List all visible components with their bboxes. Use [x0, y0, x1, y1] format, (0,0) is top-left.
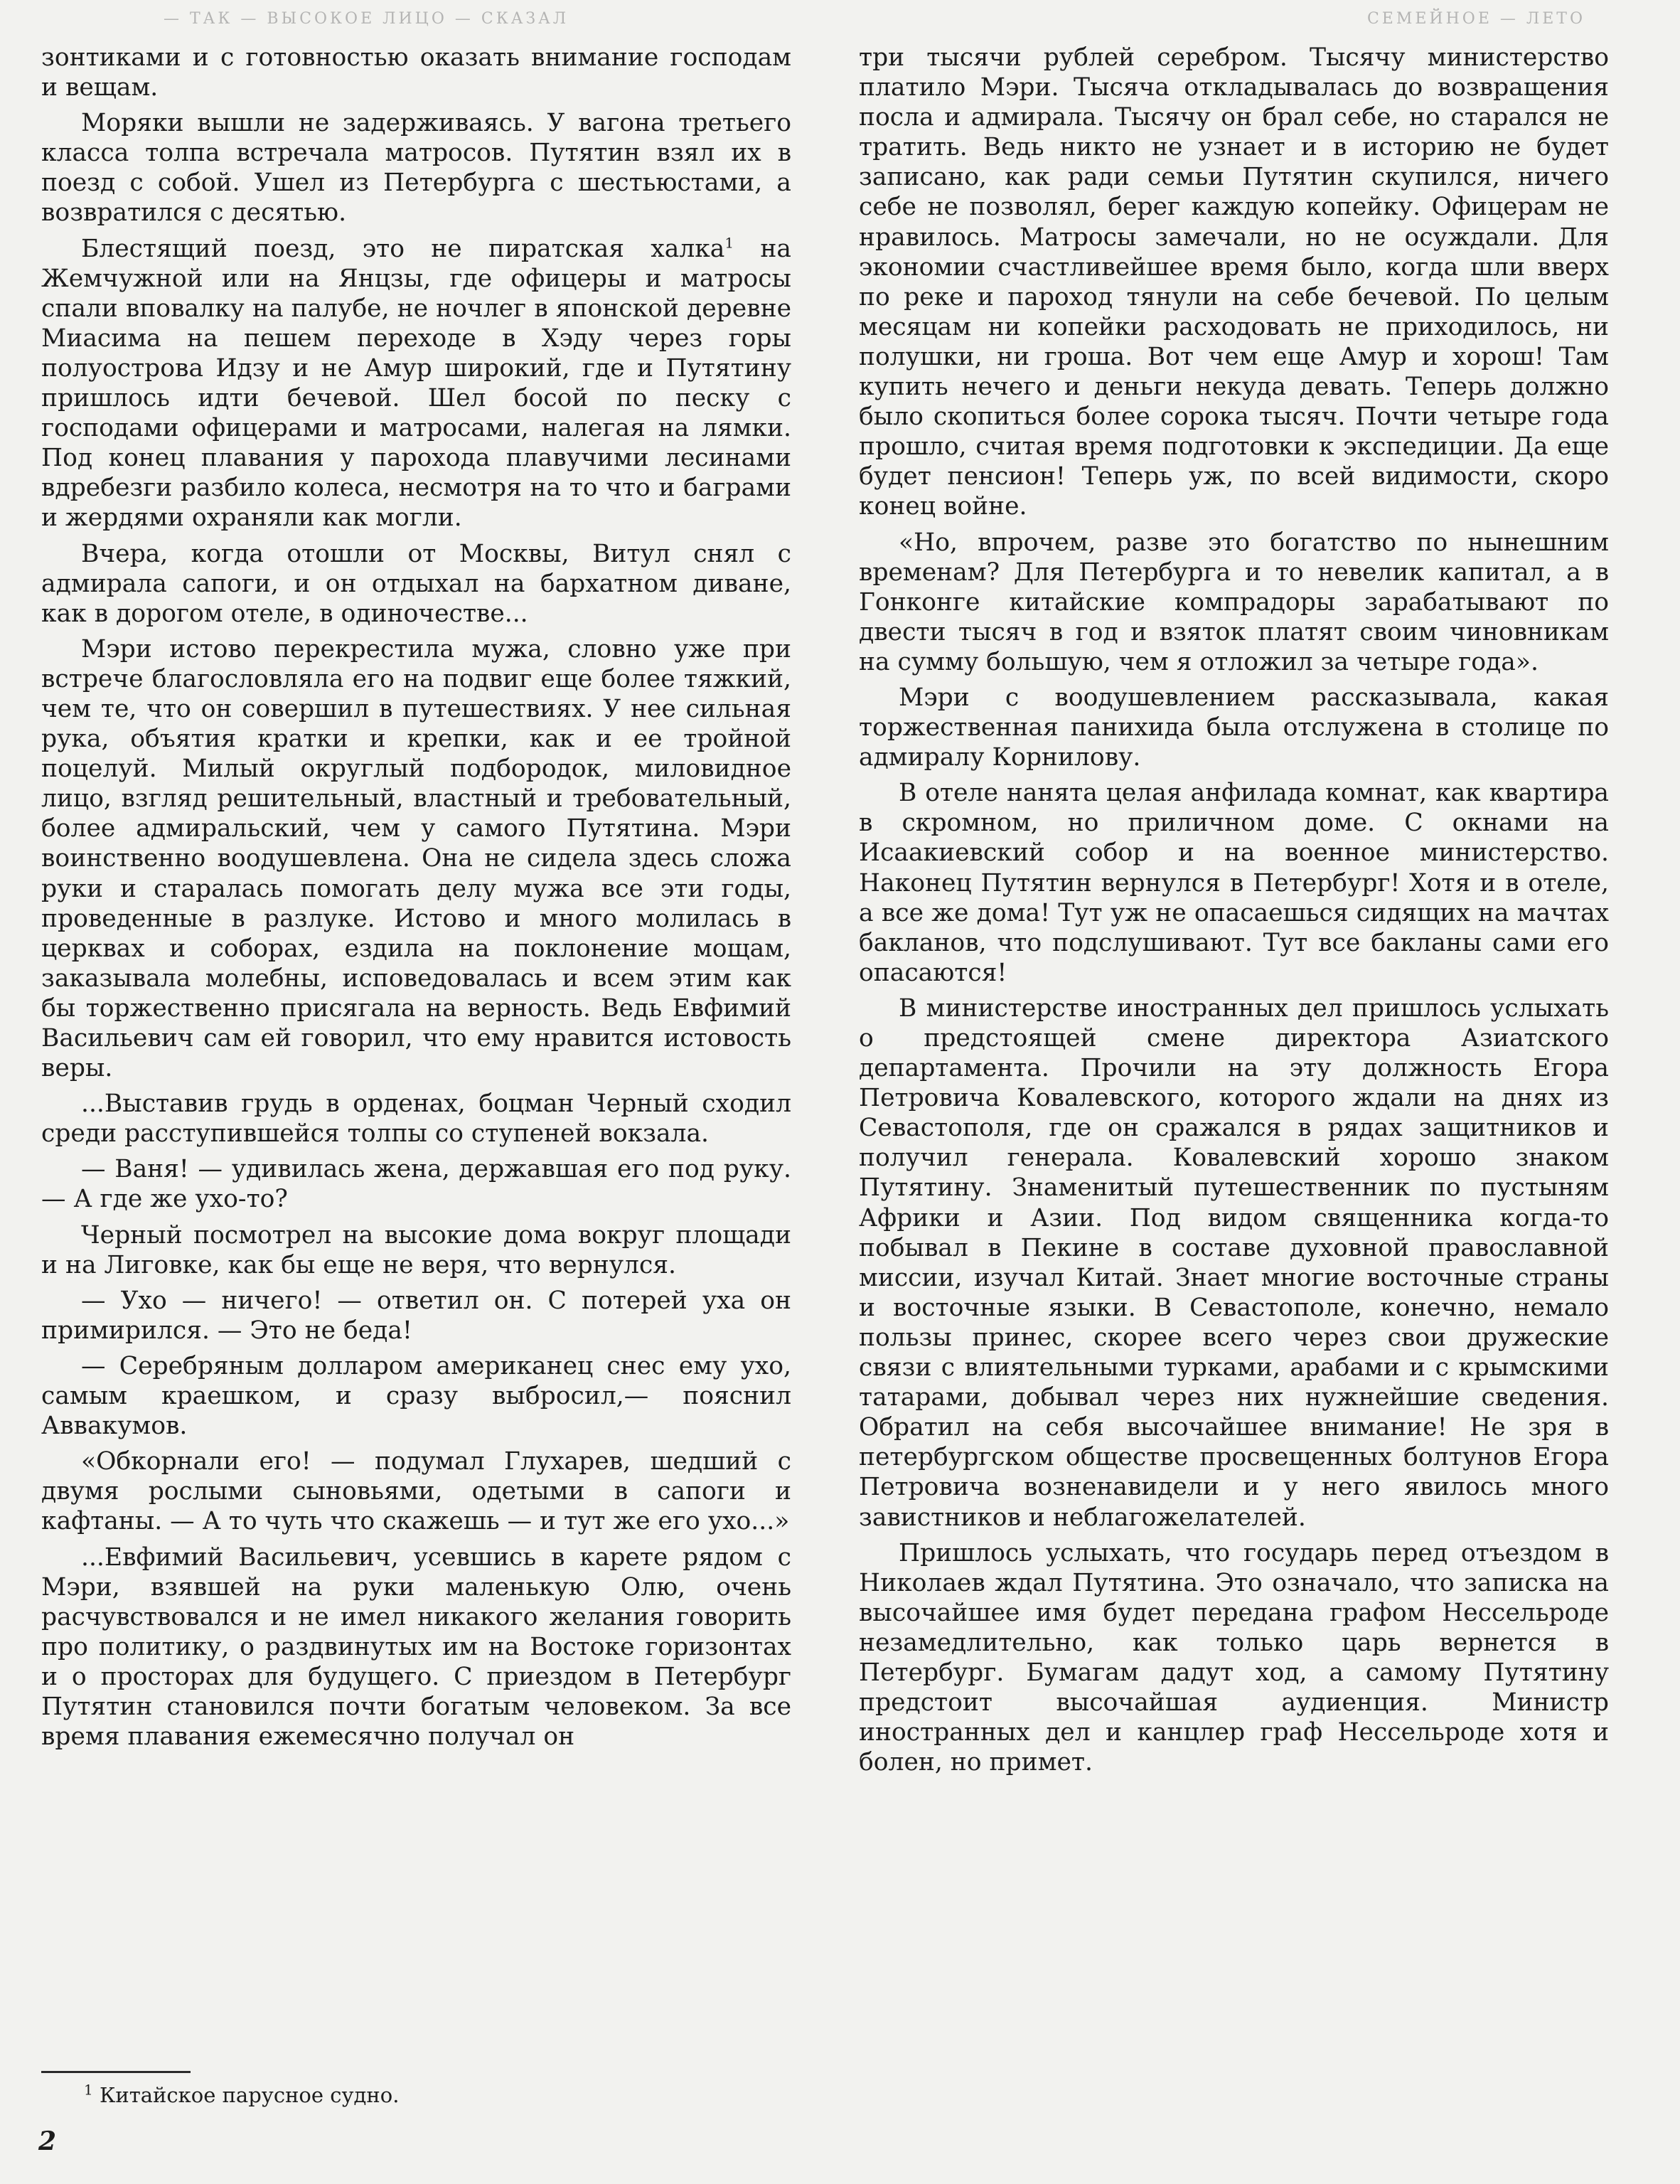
paragraph-text: Мэри истово перекрестила мужа, словно уже при встрече благословляла его на подвиг еще более тяжкий, чем те, что он совершил в путешествиях. У нее сильная рука, объятия кратки и крепки, как и ее тройной поцелуй. Милый округлый подбородок, миловидное лицо, взгляд решительный, властный и требовательный, более адмиральский, чем у самого Путятина. Мэри воинственно воодушевлена. Она не сидела здесь сложа руки и старалась помогать делу мужа все эти годы, проведенные в разлуке. Истово и много молилась в церквах и соборах, ездила на поклонение мощам, заказывала молебны, исповедовалась и всем этим как бы торжественно присягала на верность. Ведь Евфимий Васильевич сам ей говорил, что ему нравится истовость веры.: [41, 634, 791, 1083]
paragraph: [41, 1154, 791, 1214]
paragraph-text: ...Евфимий Васильевич, усевшись в карете рядом с Мэри, взявшей на руки маленькую Олю, очень расчувствовался и не имел никакого желания говорить про политику, о раздвинутых им на Востоке горизонтах и о просторах для будущего. С приездом в Петербург Путятин становился почти богатым человеком. За все время плавания ежемесячно получал он: [41, 1543, 791, 1752]
paragraph-text: зонтиками и с готовностью оказать внимание господам и вещам.: [41, 43, 791, 102]
footnote-ref: 1: [724, 234, 734, 252]
paragraph: [859, 778, 1609, 988]
paragraph: [41, 108, 791, 228]
paragraph-text: ...Выставив грудь в орденах, боцман Черный сходил среди расступившейся толпы со ступеней вокзала.: [41, 1090, 791, 1149]
paragraph-text: Блестящий поезд, это не пиратская халка: [81, 234, 725, 263]
paragraph: [859, 528, 1609, 677]
paragraph: [41, 634, 791, 1083]
paragraph-text: В министерстве иностранных дел пришлось услыхать о предстоящей смене директора Азиатского департамента. Прочили на эту должность Егора Петровича Ковалевского, которого ждали на днях из Севастополя, где он сражался в рядах защитников и получил генерала. Ковалевский хорошо знаком Путятину. Знаменитый путешественник по пустыням Африки и Азии. Под видом священника когда-то побывал в Пекине в составе духовной православной миссии, изучал Китай. Знает многие восточные страны и восточные языки. В Севастополе, конечно, немало пользы принес, скорее всего через свои дружеские связи с влиятельными турками, арабами и с крымскими татарами, добывал через них нужнейшие сведения. Обратил на себя высочайшее внимание! Не зря в петербургском обществе просвещенных болтунов Егора Петровича возненавидели и у него явилось много завистников и неблагожелателей.: [859, 994, 1609, 1532]
paragraph-text: Пришлось услыхать, что государь перед отъездом в Николаев ждал Путятина. Это означало, что записка на высочайшее имя будет передана графом Нессельроде незамедлительно, как только царь вернется в Петербург. Бумагам дадут ход, а самому Путятину предстоит высочайшая аудиенция. Министр иностранных дел и канцлер граф Нессельроде хотя и болен, но примет.: [859, 1538, 1609, 1777]
paragraph-text: Мэри с воодушевлением рассказывала, какая торжественная панихида была отслужена в столице по адмиралу Корнилову.: [859, 683, 1609, 772]
paragraph-text: три тысячи рублей серебром. Тысячу министерство платило Мэри. Тысяча откладывалась до возвращения посла и адмирала. Тысячу он брал себе, но старался не тратить. Ведь никто не узнает и в историю не будет записано, как ради семьи Путятин скупился, ничего себе не позволял, берег каждую копейку. Офицерам не нравилось. Матросы замечали, но не осуждали. Для экономии счастливейшее время было, когда шли вверх по реке и пароход тянули на себе бечевой. По целым месяцам ни копейки расходовать не приходилось, ни полушки, ни гроша. Вот чем еще Амур и хорош! Там купить нечего и деньги некуда девать. Теперь должно было скопиться более сорока тысяч. Почти четыре года прошло, считая время подготовки к экспедиции. Да еще будет пенсион! Теперь уж, по всей видимости, скоро конец войне.: [859, 43, 1609, 521]
paragraph: [41, 43, 791, 102]
footnote-divider: [41, 2071, 191, 2073]
paragraph: [859, 43, 1609, 522]
paragraph-text: «Но, впрочем, разве это богатство по нынешним временам? Для Петербурга и то невелик капитал, а в Гонконге китайские компрадоры зарабатывают по двести тысяч в год и взяток платят своим чиновникам на сумму большую, чем я отложил за четыре года».: [859, 528, 1609, 676]
paragraph-text: Моряки вышли не задерживаясь. У вагона третьего класса толпа встречала матросов. Путятин взял их в поезд с собой. Ушел из Петербурга с шестьюстами, а возвратился с десятью.: [41, 109, 791, 228]
footnote-marker: 1: [84, 2081, 93, 2099]
paragraph-text: В отеле нанята целая анфилада комнат, как квартира в скромном, но приличном доме. С окнами на Исаакиевский собор и на военное министерство. Наконец Путятин вернулся в Петербург! Хотя и в отеле, а все же дома! Тут уж не опасаешься сидящих на мачтах бакланов, что подслушивают. Тут все бакланы сами его опасаются!: [859, 779, 1609, 987]
paragraph-text: — Серебряным долларом американец снес ему ухо, самым краешком, и сразу выбросил,— пояснил Аввакумов.: [41, 1351, 791, 1441]
paragraph: [41, 1089, 791, 1149]
paragraph: [859, 994, 1609, 1533]
paragraph-text: — Ухо — ничего! — ответил он. С потерей уха он примирился. — Это не беда!: [41, 1286, 791, 1345]
footnote-text: Китайское парусное судно.: [99, 2083, 400, 2107]
paragraph: [859, 1538, 1609, 1778]
paragraph: [859, 683, 1609, 772]
right-column: [859, 43, 1609, 1783]
paragraph-text: Черный посмотрел на высокие дома вокруг площади и на Лиговке, как бы еще не веря, что вернулся.: [41, 1220, 791, 1279]
paragraph: [41, 1286, 791, 1346]
paragraph: [41, 1447, 791, 1536]
running-header-right: СЕМЕЙНОЕ — ЛЕТО: [1366, 10, 1585, 28]
paragraph: [41, 234, 791, 533]
paragraph: [41, 1351, 791, 1441]
paragraph: [41, 1220, 791, 1280]
paragraph-text: Вчера, когда отошли от Москвы, Витул снял с адмирала сапоги, и он отдыхал на бархатном диване, как в дорогом отеле, в одиночестве...: [41, 539, 791, 628]
footnote: [84, 2082, 399, 2108]
page-number: 2: [38, 2126, 57, 2156]
paragraph-text: на Жемчужной или на Янцзы, где офицеры и матросы спали вповалку на палубе, не ночлег в японской деревне Миасима на пешем переходе в Хэду через горы полуострова Идзу и не Амур широкий, где и Путятину пришлось идти бечевой. Шел босой по песку с господами офицерами и матросами, налегая на лямки. Под конец плавания у парохода плавучими лесинами вдребезги разбило колеса, несмотря на то что и баграми и жердями охраняли как могли.: [41, 234, 791, 533]
running-header: [164, 10, 1585, 27]
paragraph-text: — Ваня! — удивилась жена, державшая его под руку. — А где же ухо-то?: [41, 1155, 791, 1214]
left-column: [41, 43, 791, 1757]
running-header-left: — ТАК — ВЫСОКОЕ ЛИЦО — СКАЗАЛ: [164, 10, 569, 28]
paragraph: [41, 539, 791, 629]
paragraph-text: «Обкорнали его! — подумал Глухарев, шедший с двумя рослыми сыновьями, одетыми в сапоги и кафтаны. — А то чуть что скажешь — и тут же его ухо...»: [41, 1447, 791, 1536]
paragraph: [41, 1543, 791, 1752]
